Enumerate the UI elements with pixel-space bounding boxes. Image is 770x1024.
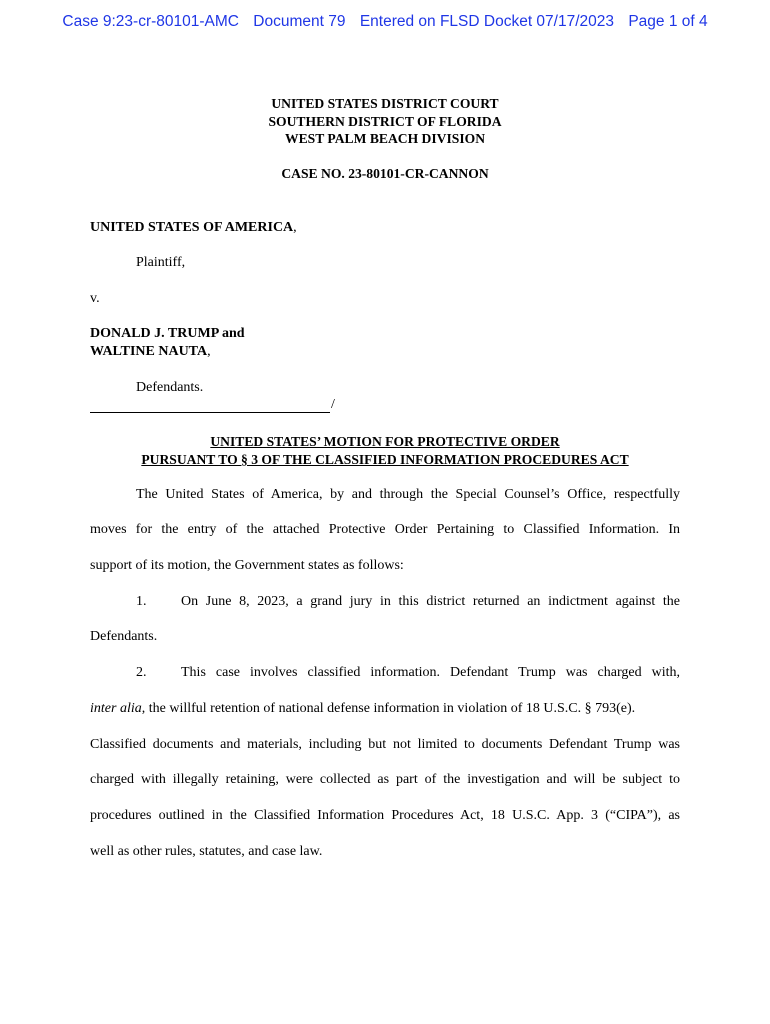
paragraph-1-line-1: On June 8, 2023, a grand jury in this district returned an indictment against the <box>181 594 680 609</box>
paragraph-2-line-6: well as other rules, statutes, and case law. <box>90 844 323 859</box>
paragraph-2-line-2 <box>90 701 680 717</box>
paragraph-2-line-4: charged with illegally retaining, were collected as part of the investigation and will be subject to <box>90 772 680 787</box>
motion-title-line-1: UNITED STATES’ MOTION FOR PROTECTIVE ORDER <box>210 434 560 449</box>
court-heading <box>0 95 770 148</box>
intro-line-3: support of its motion, the Government states as follows: <box>90 558 404 573</box>
plaintiff-comma: , <box>293 220 297 235</box>
docket-header <box>0 13 770 31</box>
paragraph-2-line-5: procedures outlined in the Classified Information Procedures Act, 18 U.S.C. App. 3 (“CIPA”), as <box>90 808 680 823</box>
intro-line-1: The United States of America, by and through the Special Counsel’s Office, respectfully <box>136 487 680 502</box>
caption-slash: / <box>331 397 335 412</box>
motion-title <box>0 433 770 469</box>
paragraph-2-line-1: This case involves classified information. Defendant Trump was charged with, <box>181 665 680 680</box>
case-number: CASE NO. 23-80101-CR-CANNON <box>281 166 489 181</box>
paragraph-2-number: 2. <box>136 665 147 680</box>
paragraph-1-number: 1. <box>136 594 147 609</box>
plaintiff-line <box>90 220 297 236</box>
docket-document-number: Document 79 <box>253 13 346 30</box>
docket-entered-date: Entered on FLSD Docket 07/17/2023 <box>359 13 615 30</box>
plaintiff-label: Plaintiff, <box>136 255 186 270</box>
paragraph-2-line-2-rest: , the willful retention of national defense information in violation of 18 U.S.C. § 793(e). <box>141 701 636 716</box>
intro-line-2: moves for the entry of the attached Protective Order Pertaining to Classified Information. In <box>90 522 680 537</box>
defendant-nauta: WALTINE NAUTA <box>90 344 208 359</box>
plaintiff-name: UNITED STATES OF AMERICA <box>90 220 294 235</box>
inter-alia: inter alia <box>90 701 142 716</box>
docket-page-number: Page 1 of 4 <box>628 13 708 30</box>
versus: v. <box>90 291 100 306</box>
defendants-label: Defendants. <box>136 380 204 395</box>
motion-title-line-2: PURSUANT TO § 3 OF THE CLASSIFIED INFORMATION PROCEDURES ACT <box>141 452 629 467</box>
defendant-nauta-line <box>90 344 211 360</box>
paragraph-1-line-2: Defendants. <box>90 629 158 644</box>
defendant-trump: DONALD J. TRUMP and <box>90 326 245 341</box>
caption-rule <box>90 412 330 413</box>
paragraph-2-line-3: Classified documents and materials, including but not limited to documents Defendant Trump was <box>90 737 680 752</box>
court-name: UNITED STATES DISTRICT COURT <box>271 96 499 111</box>
court-division: WEST PALM BEACH DIVISION <box>284 131 486 146</box>
docket-case-number: Case 9:23-cr-80101-AMC <box>62 13 239 30</box>
defendant-nauta-comma: , <box>207 344 211 359</box>
court-district: SOUTHERN DISTRICT OF FLORIDA <box>268 113 502 129</box>
